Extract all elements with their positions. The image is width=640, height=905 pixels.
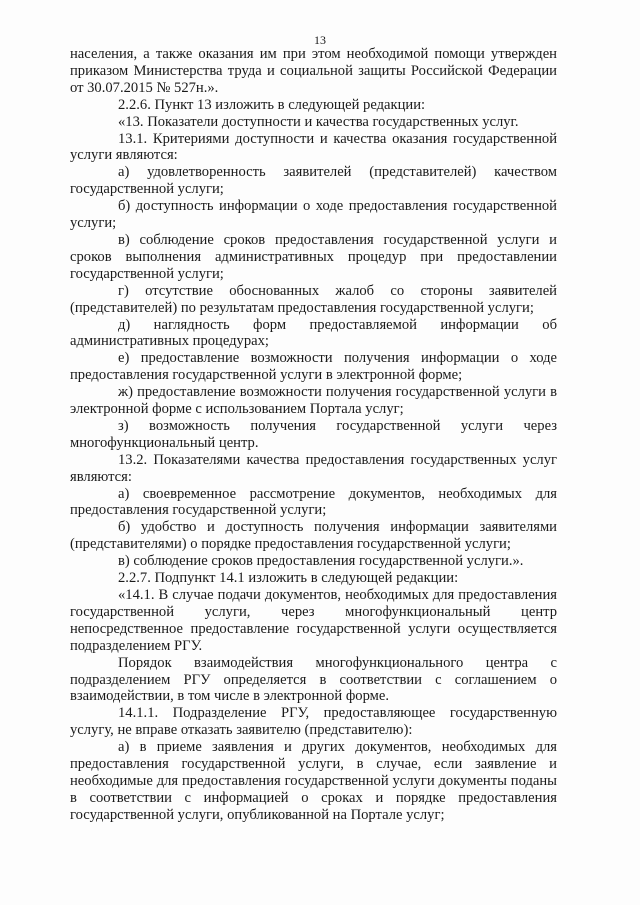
list-item-13-1-zh: ж) предоставление возможности получения государственной услуги в электронной форме с использованием Портала услуг; — [70, 384, 557, 418]
list-item-13-1-e: е) предоставление возможности получения информации о ходе предоставления государственной услуги в электронной форме; — [70, 350, 557, 384]
list-item-13-2-a: а) своевременное рассмотрение документов, необходимых для предоставления государственной услуги; — [70, 485, 557, 519]
paragraph-continuation: населения, а также оказания им при этом необходимой помощи утвержден приказом Министерства труда и социальной защиты Российской Федерации от 30.07.2015 № 527н.». — [70, 46, 557, 96]
document-body — [70, 46, 557, 824]
list-item-13-1-a: а) удовлетворенность заявителей (представителей) качеством государственной услуги; — [70, 164, 557, 198]
paragraph-2-2-6: 2.2.6. Пункт 13 изложить в следующей редакции: — [118, 96, 426, 113]
paragraph-13-heading: «13. Показатели доступности и качества государственных услуг. — [118, 113, 519, 130]
paragraph-interaction-procedure: Порядок взаимодействия многофункционального центра с подразделением РГУ определяется в соответствии с соглашением о взаимодействии, в том числе в электронной форме. — [70, 654, 557, 705]
paragraph-13-1: 13.1. Критериями доступности и качества оказания государственной услуги являются: — [70, 130, 557, 164]
page-number: 13 — [314, 33, 326, 47]
list-item-13-2-v: в) соблюдение сроков предоставления государственной услуги.». — [118, 553, 524, 570]
list-item-13-1-b: б) доступность информации о ходе предоставления государственной услуги; — [70, 198, 557, 232]
paragraph-2-2-7: 2.2.7. Подпункт 14.1 изложить в следующей редакции: — [118, 570, 459, 587]
list-item-13-1-g: г) отсутствие обоснованных жалоб со стороны заявителей (представителей) по результатам предоставления государственной услуги; — [70, 282, 557, 316]
list-item-13-1-z: з) возможность получения государственной услуги через многофункциональный центр. — [70, 417, 557, 451]
list-item-13-2-b: б) удобство и доступность получения информации заявителями (представителями) о порядке предоставления государственной услуги; — [70, 519, 557, 553]
paragraph-14-1-1: 14.1.1. Подразделение РГУ, предоставляющее государственную услугу, не вправе отказать заявителю (представителю): — [70, 705, 557, 739]
list-item-13-1-v: в) соблюдение сроков предоставления государственной услуги и сроков выполнения административных процедур при предоставлении государственной услуги; — [70, 231, 557, 282]
paragraph-13-2: 13.2. Показателями качества предоставления государственных услуг являются: — [70, 451, 557, 485]
list-item-13-1-d: д) наглядность форм предоставляемой информации об административных процедурах; — [70, 316, 557, 350]
paragraph-14-1: «14.1. В случае подачи документов, необходимых для предоставления государственной услуги, через многофункциональный центр непосредственное предоставление государственной услуги осуществляется подразделением РГУ. — [70, 587, 557, 654]
list-item-14-1-1-a: а) в приеме заявления и других документов, необходимых для предоставления государственной услуги, в случае, если заявление и необходимые для предоставления государственной услуги документы поданы в соответствии с информацией о сроках и порядке предоставления государственной услуги, опубликованной на Портале услуг; — [70, 739, 557, 823]
